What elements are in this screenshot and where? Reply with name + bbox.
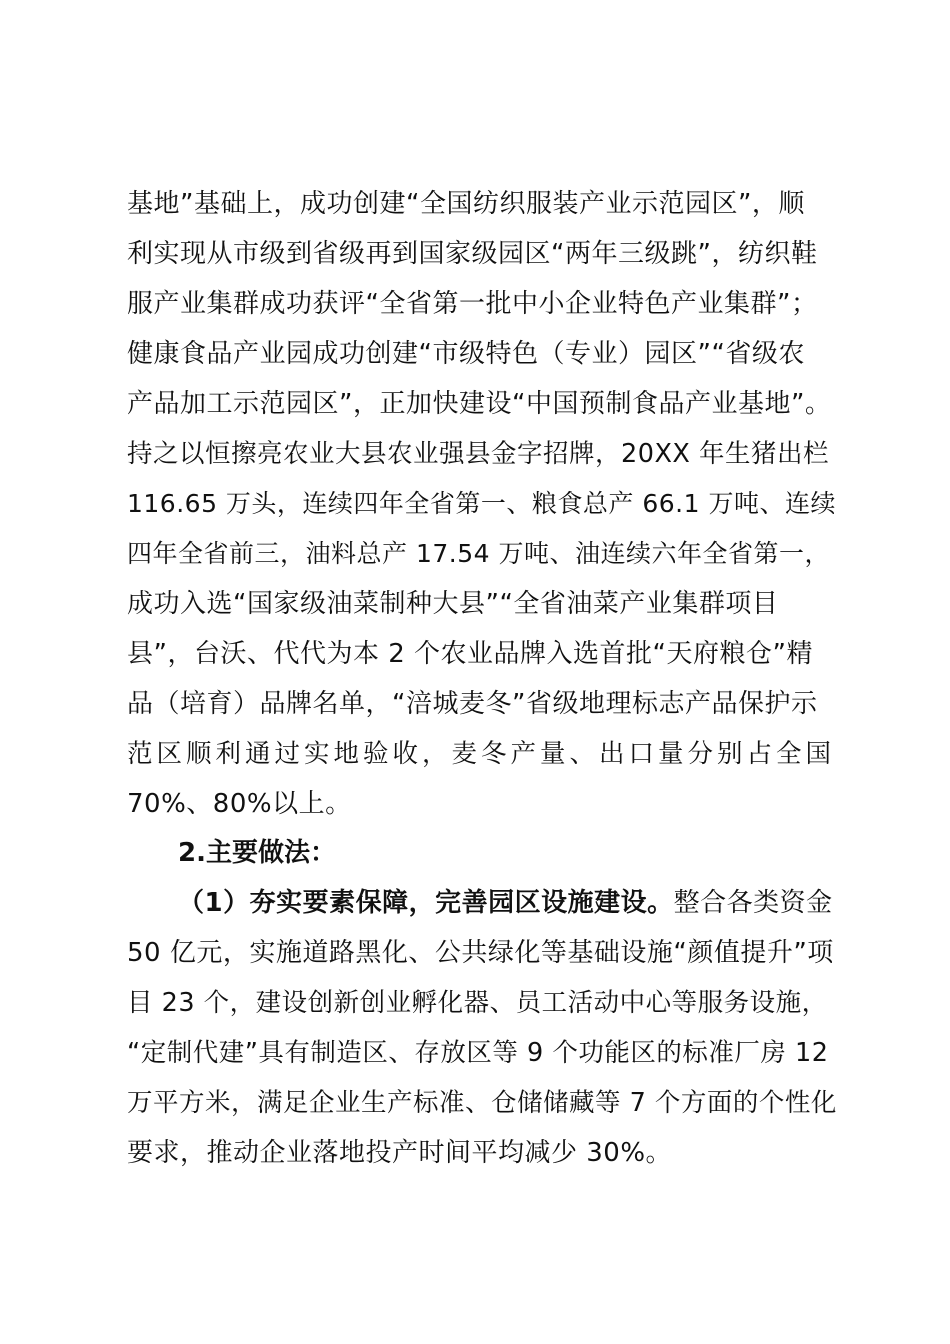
paragraph-line: 四年全省前三，油料总产 17.54 万吨、油连续六年全省第一， xyxy=(127,539,830,568)
paragraph-line: 范区顺利通过实地验收，麦冬产量、出口量分别占全国 xyxy=(127,739,836,769)
paragraph-line: 要求，推动企业落地投产时间平均减少 30%。 xyxy=(127,1138,673,1168)
subsection-first-line xyxy=(178,886,838,920)
paragraph-line: 目 23 个，建设创新创业孵化器、员工活动中心等服务设施， xyxy=(127,988,828,1018)
section-heading: 2.主要做法： xyxy=(178,838,336,868)
paragraph-line: 服产业集群成功获评“全省第一批中小企业特色产业集群”； xyxy=(127,289,818,319)
paragraph-line: “定制代建”具有制造区、存放区等 9 个功能区的标准厂房 12 xyxy=(127,1038,829,1068)
paragraph-line: 利实现从市级到省级再到国家级园区“两年三级跳”，纺织鞋 xyxy=(127,239,818,269)
paragraph-line: 产品加工示范园区”，正加快建设“中国预制食品产业基地”。 xyxy=(127,389,832,419)
paragraph-line: 成功入选“国家级油菜制种大县”“全省油菜产业集群项目 xyxy=(127,589,779,619)
paragraph-line: 健康食品产业园成功创建“市级特色（专业）园区”“省级农 xyxy=(127,339,805,369)
paragraph-line: 基地”基础上，成功创建“全国纺织服装产业示范园区”，顺 xyxy=(127,189,805,219)
paragraph-line: 万平方米，满足企业生产标准、仓储储藏等 7 个方面的个性化 xyxy=(127,1088,837,1118)
paragraph-line: 50 亿元，实施道路黑化、公共绿化等基础设施“颜值提升”项 xyxy=(127,938,834,968)
paragraph-line: 品（培育）品牌名单，“涪城麦冬”省级地理标志产品保护示 xyxy=(127,689,818,719)
paragraph-line: 持之以恒擦亮农业大县农业强县金字招牌，20XX 年生猪出栏 xyxy=(127,439,829,469)
subsection-first-line-rest: 整合各类资金 xyxy=(673,888,833,918)
paragraph-line: 县”，台沃、代代为本 2 个农业品牌入选首批“天府粮仓”精 xyxy=(127,639,813,669)
subsection-lead: （1）夯实要素保障，完善园区设施建设。 xyxy=(178,888,674,918)
paragraph-line: 116.65 万头，连续四年全省第一、粮食总产 66.1 万吨、连续 xyxy=(127,489,836,518)
paragraph-line: 70%、80%以上。 xyxy=(127,789,352,819)
